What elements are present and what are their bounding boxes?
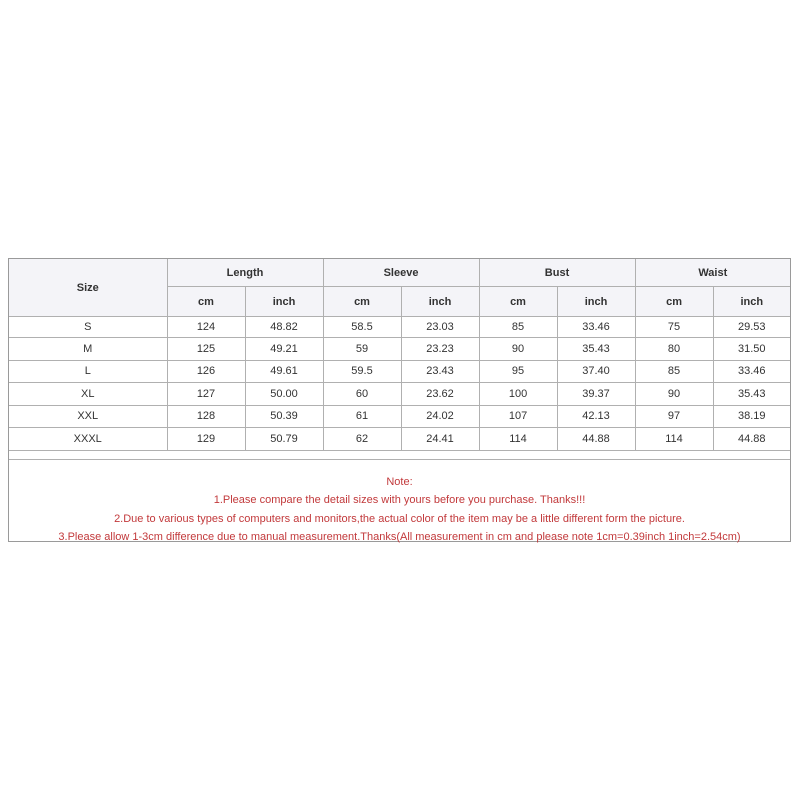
table-cell: 80 [635,338,713,361]
size-header: Size [9,259,167,317]
table-cell: 23.23 [401,338,479,361]
size-table [9,259,790,451]
table-cell: 95 [479,360,557,383]
length-header: Length [167,259,323,287]
table-cell: 24.02 [401,405,479,428]
size-cell: S [9,317,167,338]
table-cell: 42.13 [557,405,635,428]
bust-inch-header: inch [557,287,635,317]
table-cell: 50.79 [245,428,323,451]
table-cell: 23.43 [401,360,479,383]
table-cell: 50.39 [245,405,323,428]
table-cell: 129 [167,428,245,451]
table-cell: 50.00 [245,383,323,406]
waist-cm-header: cm [635,287,713,317]
table-cell: 59 [323,338,401,361]
table-cell: 49.61 [245,360,323,383]
table-cell: 124 [167,317,245,338]
size-cell: XXXL [9,428,167,451]
table-cell: 114 [635,428,713,451]
table-cell: 23.62 [401,383,479,406]
table-row [9,338,790,361]
table-cell: 49.21 [245,338,323,361]
table-cell: 61 [323,405,401,428]
sleeve-header: Sleeve [323,259,479,287]
table-cell: 38.19 [713,405,790,428]
table-cell: 31.50 [713,338,790,361]
table-cell: 39.37 [557,383,635,406]
table-cell: 90 [479,338,557,361]
table-cell: 127 [167,383,245,406]
table-cell: 23.03 [401,317,479,338]
table-row [9,317,790,338]
size-chart [8,258,791,542]
bust-header: Bust [479,259,635,287]
table-row [9,428,790,451]
table-cell: 29.53 [713,317,790,338]
table-cell: 58.5 [323,317,401,338]
note-line-3: 3.Please allow 1-3cm difference due to manual measurement.Thanks(All measurement in cm and please note 1cm=0.39inch 1inch=2.54cm) [58,531,741,543]
table-cell: 44.88 [557,428,635,451]
table-cell: 126 [167,360,245,383]
header-group-row [9,259,790,287]
table-cell: 114 [479,428,557,451]
note-line-2: 2.Due to various types of computers and monitors,the actual color of the item may be a little different form the picture. [114,512,685,525]
table-cell: 44.88 [713,428,790,451]
note-title: Note: [386,475,413,488]
table-cell: 35.43 [713,383,790,406]
table-cell: 107 [479,405,557,428]
table-row [9,405,790,428]
table-cell: 90 [635,383,713,406]
table-cell: 33.46 [557,317,635,338]
note-area [9,459,790,547]
length-inch-header: inch [245,287,323,317]
sleeve-inch-header: inch [401,287,479,317]
table-cell: 48.82 [245,317,323,338]
table-cell: 75 [635,317,713,338]
table-cell: 100 [479,383,557,406]
waist-header: Waist [635,259,790,287]
table-cell: 128 [167,405,245,428]
note-line-1: 1.Please compare the detail sizes with yours before you purchase. Thanks!!! [213,494,586,506]
table-cell: 97 [635,405,713,428]
table-cell: 35.43 [557,338,635,361]
bust-cm-header: cm [479,287,557,317]
size-cell: L [9,360,167,383]
table-cell: 85 [479,317,557,338]
size-cell: XXL [9,405,167,428]
size-cell: M [9,338,167,361]
table-row [9,360,790,383]
sleeve-cm-header: cm [323,287,401,317]
table-cell: 125 [167,338,245,361]
table-cell: 60 [323,383,401,406]
table-row [9,383,790,406]
table-cell: 85 [635,360,713,383]
table-cell: 33.46 [713,360,790,383]
table-cell: 59.5 [323,360,401,383]
waist-inch-header: inch [713,287,790,317]
size-cell: XL [9,383,167,406]
length-cm-header: cm [167,287,245,317]
table-cell: 24.41 [401,428,479,451]
table-cell: 62 [323,428,401,451]
table-cell: 37.40 [557,360,635,383]
